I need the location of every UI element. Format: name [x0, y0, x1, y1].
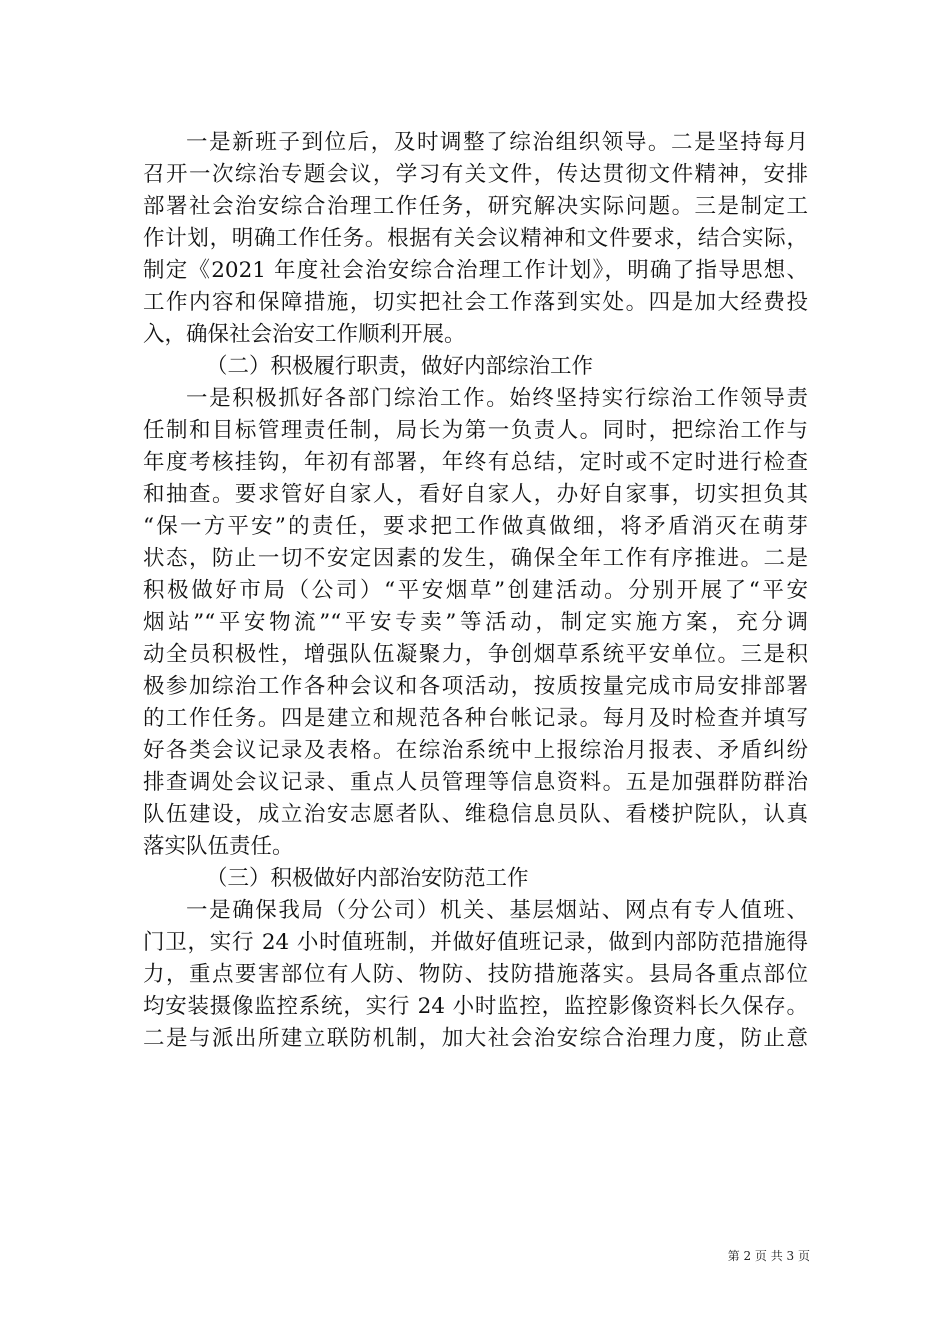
paragraph-1-line-7: 入，确保社会治安工作顺利开展。 — [143, 322, 466, 347]
paragraph-1-line-5: 制定《2021 年度社会治安综合治理工作计划》，明确了指导思想、 — [143, 258, 808, 283]
paragraph-2-line-9: 动全员积极性，增强队伍凝聚力，争创烟草系统平安单位。三是积 — [143, 642, 808, 667]
paragraph-1-line-3: 部署社会治安综合治理工作任务，研究解决实际问题。三是制定工 — [143, 194, 808, 219]
paragraph-1-line-4: 作计划，明确工作任务。根据有关会议精神和文件要求，结合实际， — [143, 226, 808, 251]
paragraph-2-line-4: 和抽查。要求管好自家人，看好自家人，办好自家事，切实担负其 — [143, 482, 808, 507]
paragraph-2-line-5: “保一方平安”的责任，要求把工作做真做细，将矛盾消灭在萌芽 — [143, 514, 808, 539]
paragraph-1-line-6: 工作内容和保障措施，切实把社会工作落到实处。四是加大经费投 — [143, 290, 808, 315]
paragraph-1-line-2: 召开一次综治专题会议，学习有关文件，传达贯彻文件精神，安排 — [143, 162, 808, 187]
paragraph-3-line-2: 门卫，实行 24 小时值班制，并做好值班记录，做到内部防范措施得 — [143, 930, 808, 955]
paragraph-2-line-7: 积极做好市局（公司）“平安烟草”创建活动。分别开展了“平安 — [143, 578, 808, 603]
paragraph-2-line-6: 状态，防止一切不安定因素的发生，确保全年工作有序推进。二是 — [143, 546, 808, 571]
paragraph-2-line-11: 的工作任务。四是建立和规范各种台帐记录。每月及时检查并填写 — [143, 706, 808, 731]
paragraph-1-line-1: 一是新班子到位后，及时调整了综治组织领导。二是坚持每月 — [186, 130, 808, 155]
paragraph-2-line-14: 队伍建设，成立治安志愿者队、维稳信息员队、看楼护院队，认真 — [143, 802, 808, 827]
page-number-footer: 第 2 页 共 3 页 — [727, 1249, 810, 1263]
paragraph-2-line-15: 落实队伍责任。 — [143, 834, 294, 859]
paragraph-3-line-1: 一是确保我局（分公司）机关、基层烟站、网点有专人值班、 — [186, 898, 808, 923]
paragraph-3-line-4: 均安装摄像监控系统，实行 24 小时监控，监控影像资料长久保存。 — [143, 994, 808, 1019]
paragraph-2-line-13: 排查调处会议记录、重点人员管理等信息资料。五是加强群防群治 — [143, 770, 808, 795]
paragraph-2-line-8: 烟站”“平安物流”“平安专卖”等活动，制定实施方案，充分调 — [143, 610, 808, 635]
paragraph-2-line-10: 极参加综治工作各种会议和各项活动，按质按量完成市局安排部署 — [143, 674, 808, 699]
paragraph-2-line-3: 年度考核挂钩，年初有部署，年终有总结，定时或不定时进行检查 — [143, 450, 808, 475]
paragraph-2-line-2: 任制和目标管理责任制，局长为第一负责人。同时，把综治工作与 — [143, 418, 808, 443]
paragraph-3-line-5: 二是与派出所建立联防机制，加大社会治安综合治理力度，防止意 — [143, 1026, 808, 1051]
section-heading-2: （二）积极履行职责，做好内部综治工作 — [206, 354, 594, 379]
paragraph-2-line-1: 一是积极抓好各部门综治工作。始终坚持实行综治工作领导责 — [186, 386, 808, 411]
paragraph-2-line-12: 好各类会议记录及表格。在综治系统中上报综治月报表、矛盾纠纷 — [143, 738, 808, 763]
section-heading-3: （三）积极做好内部治安防范工作 — [206, 866, 529, 891]
paragraph-3-line-3: 力，重点要害部位有人防、物防、技防措施落实。县局各重点部位 — [143, 962, 808, 987]
